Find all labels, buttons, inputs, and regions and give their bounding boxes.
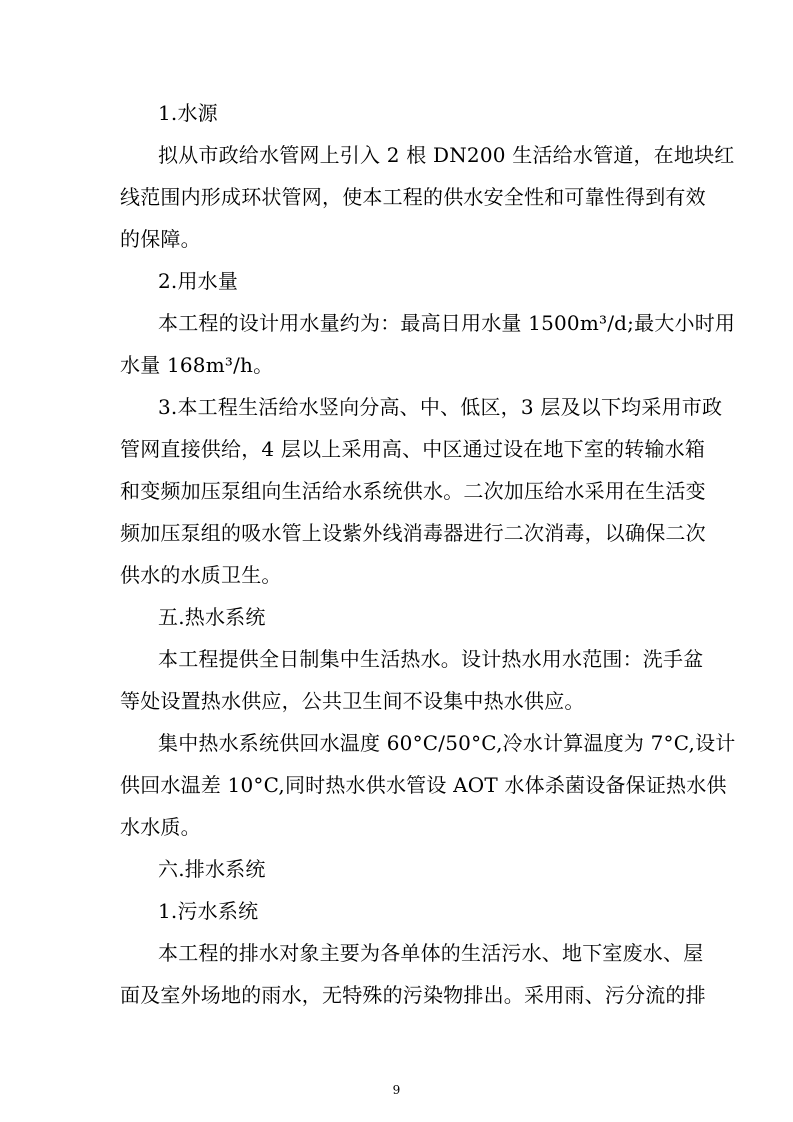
paragraph-line: 面及室外场地的雨水，无特殊的污染物排出。采用雨、污分流的排 [120,983,706,1007]
heading-hot-water-system: 五.热水系统 [158,605,266,629]
heading-drainage-system: 六.排水系统 [158,857,266,881]
paragraph-line: 集中热水系统供回水温度 60°C/50°C,冷水计算温度为 7°C,设计 [158,731,736,755]
paragraph-line: 管网直接供给，4 层以上采用高、中区通过设在地下室的转输水箱 [120,437,706,461]
paragraph-line: 拟从市政给水管网上引入 2 根 DN200 生活给水管道，在地块红 [158,143,735,167]
paragraph-line: 的保障。 [120,227,201,251]
heading-water-consumption: 2.用水量 [158,269,239,293]
paragraph-line: 水水质。 [120,815,201,839]
page-number: 9 [392,1083,401,1097]
paragraph-line: 频加压泵组的吸水管上设紫外线消毒器进行二次消毒，以确保二次 [120,521,706,545]
paragraph-line: 本工程提供全日制集中生活热水。设计热水用水范围：洗手盆 [158,647,704,671]
heading-sewage-system: 1.污水系统 [158,899,259,923]
paragraph-line: 水量 168m³/h。 [120,353,274,377]
paragraph-line: 和变频加压泵组向生活给水系统供水。二次加压给水采用在生活变 [120,479,706,503]
paragraph-line: 供水的水质卫生。 [120,563,282,587]
paragraph-line: 3.本工程生活给水竖向分高、中、低区，3 层及以下均采用市政 [158,395,723,419]
paragraph-line: 等处设置热水供应，公共卫生间不设集中热水供应。 [120,689,585,713]
paragraph-line: 本工程的排水对象主要为各单体的生活污水、地下室废水、屋 [158,941,704,965]
paragraph-line: 供回水温差 10°C,同时热水供水管设 AOT 水体杀菌设备保证热水供 [120,773,727,797]
heading-water-source: 1.水源 [158,101,218,125]
paragraph-line: 本工程的设计用水量约为：最高日用水量 1500m³/d;最大小时用 [158,311,736,335]
paragraph-line: 线范围内形成环状管网，使本工程的供水安全性和可靠性得到有效 [120,185,706,209]
